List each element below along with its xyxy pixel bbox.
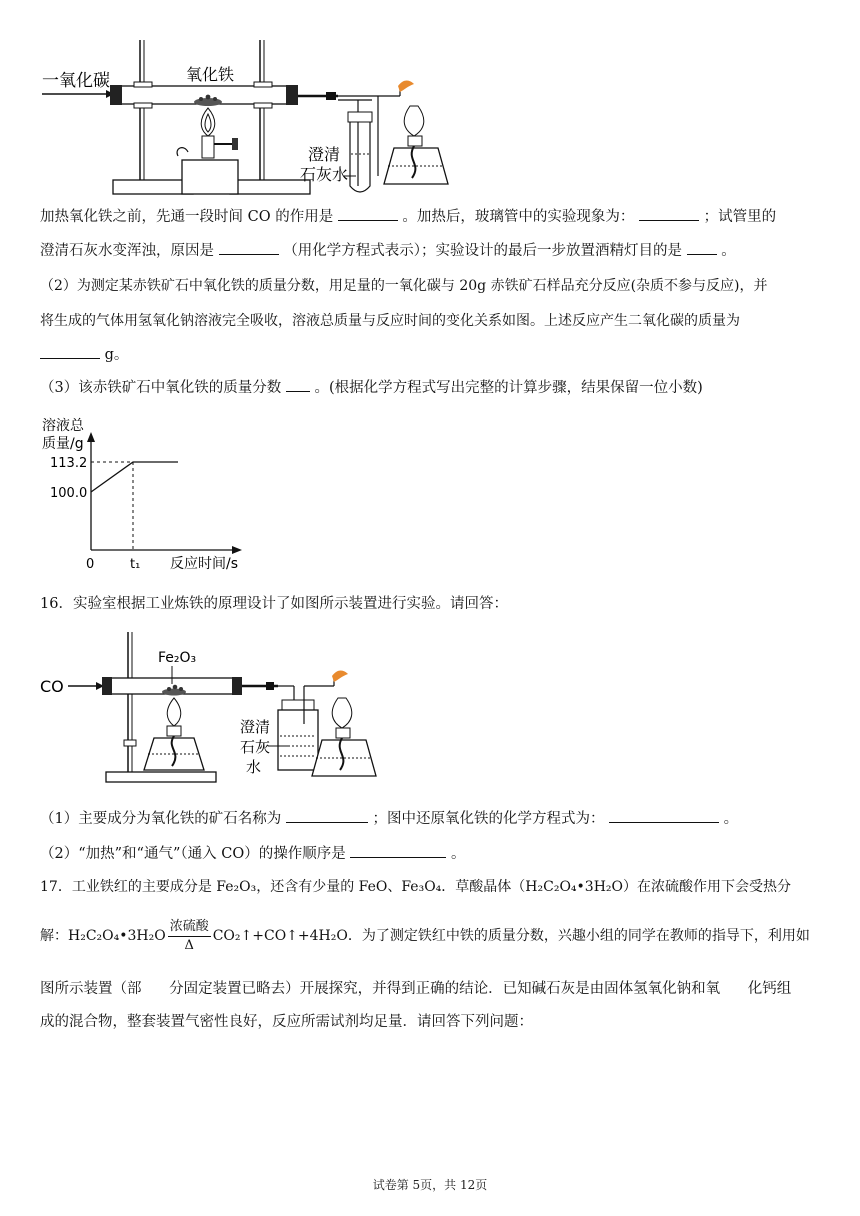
- q16-part1: [40, 808, 820, 830]
- condition-heat: Δ: [184, 937, 194, 953]
- answer-blank[interactable]: [338, 206, 398, 221]
- mass-time-chart: [38, 410, 258, 578]
- answer-blank[interactable]: [350, 843, 446, 858]
- fig2-inlet-label: CO: [40, 677, 64, 696]
- answer-blank[interactable]: [219, 240, 279, 255]
- chart-xlabel: 反应时间/s: [170, 556, 239, 572]
- fig1-limewater-label-2: 石灰水: [300, 165, 349, 184]
- fig2-sample-label: Fe₂O₃: [158, 650, 197, 666]
- fig1-inlet-label: 一氧化碳: [42, 71, 110, 91]
- chart-y-tick-label: 113.2: [50, 456, 88, 471]
- answer-blank[interactable]: [609, 808, 719, 823]
- q15-part3-b: 。(根据化学方程式写出完整的计算步骤，结果保留一位小数): [314, 380, 703, 396]
- q15-part3-line: [40, 377, 820, 399]
- q15-line1-b: 。加热后，玻璃管中的实验现象为：: [402, 209, 635, 225]
- q15-line-1: [40, 206, 820, 228]
- q15-part2-line-3: [40, 344, 820, 366]
- q15-part2-line-2: 将生成的气体用氢氧化钠溶液完全吸收，溶液总质量与反应时间的变化关系如图。上述反应产生二氧化碳的质量为: [40, 313, 740, 329]
- q16-p2-b: 。: [450, 846, 466, 862]
- q15-line2-c: 。: [721, 243, 736, 259]
- q15-line2-b: （用化学方程式表示）；实验设计的最后一步放置酒精灯目的是: [283, 243, 682, 259]
- q17-line-1: 17．工业铁红的主要成分是 Fe₂O₃，还含有少量的 FeO、Fe₃O₄．草酸晶体（H₂C₂O₄•3H₂O）在浓硫酸作用下会受热分: [40, 879, 791, 895]
- q15-part2-line-1: （2）为测定某赤铁矿石中氧化铁的质量分数，用足量的一氧化碳与 20g 赤铁矿石样品充分反应(杂质不参与反应)，并: [40, 278, 768, 294]
- q16-p1-b: ；图中还原氧化铁的化学方程式为：: [372, 811, 605, 827]
- fig1-limewater-label-1: 澄清: [308, 145, 341, 164]
- answer-blank[interactable]: [286, 808, 368, 823]
- fig2-lime-label-3: 水: [246, 758, 262, 776]
- chart-series-line: [91, 462, 178, 492]
- reaction-condition: [168, 918, 211, 955]
- answer-blank[interactable]: [639, 206, 699, 221]
- fig2-lime-label-1: 澄清: [240, 718, 271, 736]
- chart-ylabel-line2: 质量/g: [42, 436, 84, 452]
- q15-line-2: [40, 240, 820, 262]
- apparatus-figure-1: [38, 36, 458, 200]
- answer-blank[interactable]: [687, 240, 717, 255]
- q15-part3-a: （3）该赤铁矿石中氧化铁的质量分数: [40, 380, 282, 396]
- fig2-lime-label-2: 石灰: [240, 738, 271, 756]
- q17-line-3: 图所示装置（部 分固定装置已略去）开展探究，并得到正确的结论．已知碱石灰是由固体氢氧化钠和氧 化钙组: [40, 981, 792, 997]
- fig1-sample-label: 氧化铁: [186, 65, 235, 84]
- chart-x-tick-label: t₁: [130, 557, 141, 572]
- q17-line2-a: 解：H₂C₂O₄•3H₂O: [40, 928, 166, 944]
- q16-p2-a: （2）“加热”和“通气”（通入 CO）的操作顺序是: [40, 846, 346, 862]
- answer-blank[interactable]: [40, 344, 100, 359]
- chart-y-tick-label: 100.0: [50, 486, 88, 501]
- q17-line-2: [40, 916, 820, 956]
- condition-catalyst: 浓硫酸: [168, 918, 211, 937]
- q16-part2: [40, 843, 820, 865]
- q17-line2-b: CO₂↑+CO↑+4H₂O．为了测定铁红中铁的质量分数，兴趣小组的同学在教师的指导下，利用如: [212, 928, 810, 944]
- q16-p1-a: （1）主要成分为氧化铁的矿石名称为: [40, 811, 282, 827]
- q15-line1-c: ；试管里的: [703, 209, 777, 225]
- answer-blank[interactable]: [286, 377, 310, 392]
- chart-x-tick-label: 0: [86, 557, 95, 572]
- q17-line-4: 成的混合物，整套装置气密性良好，反应所需试剂均足量．请回答下列问题：: [40, 1014, 533, 1030]
- q16-p1-c: 。: [723, 811, 739, 827]
- page-footer: 试卷第 5页，共 12页: [372, 1178, 488, 1192]
- q15-line1-a: 加热氧化铁之前，先通一段时间 CO 的作用是: [40, 209, 334, 225]
- chart-ylabel-line1: 溶液总: [42, 418, 84, 434]
- apparatus-figure-2: [38, 628, 398, 788]
- q15-line2-a: 澄清石灰水变浑浊，原因是: [40, 243, 214, 259]
- q16-stem: 16．实验室根据工业炼铁的原理设计了如图所示装置进行实验。请回答：: [40, 596, 508, 612]
- q15-part2-unit: g。: [104, 347, 129, 363]
